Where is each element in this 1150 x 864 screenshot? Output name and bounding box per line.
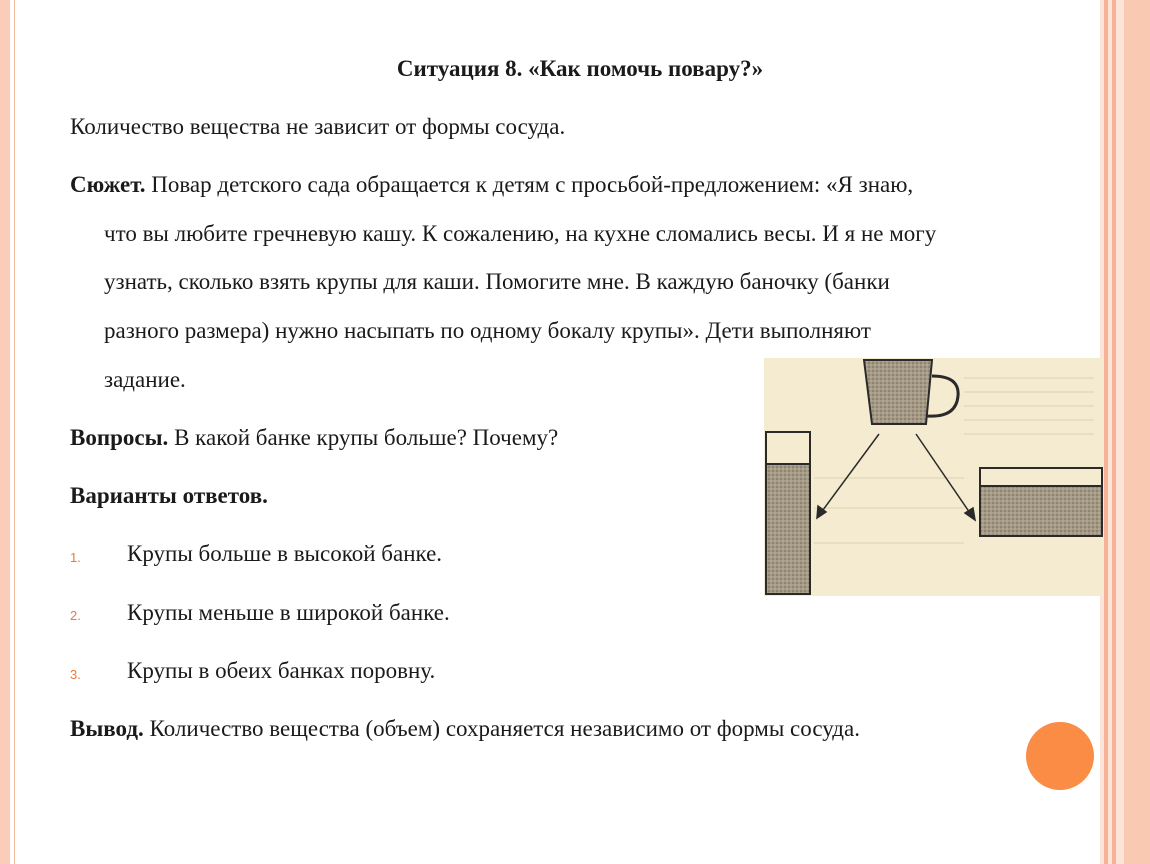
questions-line (70, 425, 558, 451)
answer-item: Крупы в обеих банках поровну. (127, 658, 436, 683)
answer-item: Крупы больше в высокой банке. (127, 541, 443, 566)
questions-label: Вопросы. (70, 425, 169, 450)
decorative-orange-circle (1026, 722, 1094, 790)
list-number: 3. (70, 667, 81, 682)
wide-jar-icon (980, 468, 1102, 536)
plot-text-line: задание. (104, 367, 186, 392)
conclusion-label: Вывод. (70, 716, 144, 741)
list-number: 1. (70, 550, 81, 565)
right-border-stripe (1112, 0, 1116, 864)
plot-text-line: Повар детского сада обращается к детям с просьбой-предложением: «Я знаю, (151, 172, 914, 197)
slide-subtitle: Количество вещества не зависит от формы сосуда. (70, 114, 566, 139)
right-border-stripe (1104, 0, 1108, 864)
plot-text-line: что вы любите гречневую кашу. К сожалению, на кухне сломались весы. И я не могу (104, 221, 937, 246)
list-number: 2. (70, 608, 81, 623)
plot-label: Сюжет. (70, 172, 146, 197)
cup-icon (864, 360, 958, 424)
tall-jar-icon (766, 432, 810, 594)
answers-heading: Варианты ответов. (70, 483, 268, 508)
slide-title: Ситуация 8. «Как помочь повару?» (396, 56, 764, 81)
conclusion-line (70, 716, 860, 742)
plot-text-line: разного размера) нужно насыпать по одному бокалу крупы». Дети выполняют (104, 318, 871, 343)
right-border-decoration (1100, 0, 1150, 864)
answer-item: Крупы меньше в широкой банке. (127, 600, 450, 625)
arrow-icon (817, 434, 975, 520)
illustration-drawing (764, 358, 1104, 596)
plot-paragraph-line-1 (70, 172, 913, 198)
right-border-band (1124, 0, 1150, 864)
conclusion-text: Количество вещества (объем) сохраняется независимо от формы сосуда. (149, 716, 860, 741)
left-border-decoration (0, 0, 10, 864)
questions-text: В какой банке крупы больше? Почему? (174, 425, 559, 450)
plot-text-line: узнать, сколько взять крупы для каши. Помогите мне. В каждую баночку (банки (104, 269, 890, 294)
cup-and-jars-illustration (764, 358, 1104, 596)
left-border-line (14, 0, 15, 864)
